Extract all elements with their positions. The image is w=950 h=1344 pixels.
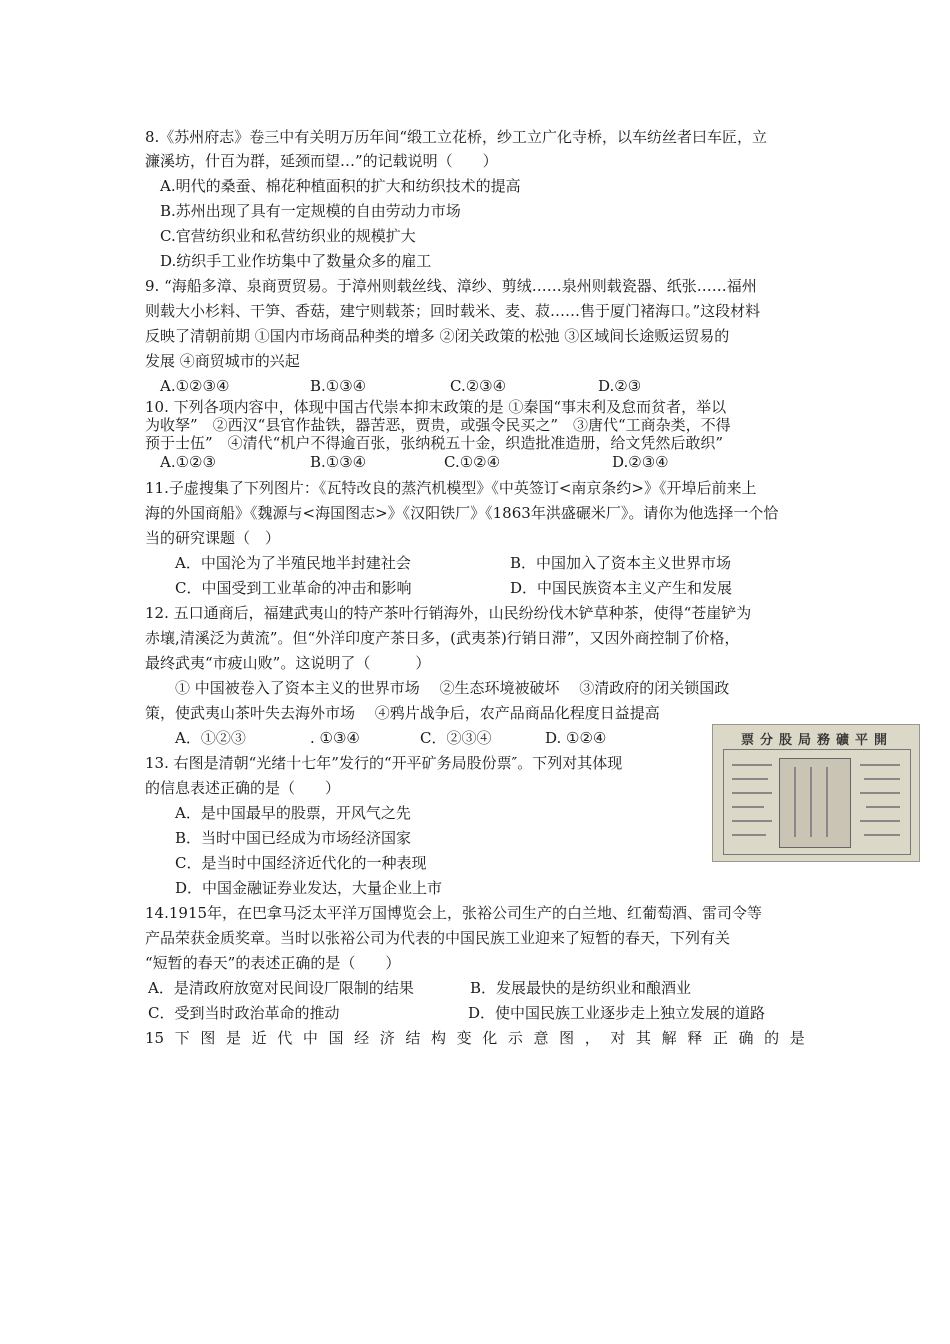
stock-text-line: [864, 778, 900, 780]
q13-option-a: A．是中国最早的股票，开风气之先: [175, 804, 411, 822]
q14-stem-line-2: 产品荣获金质奖章。当时以张裕公司为代表的中国民族工业迎来了短暂的春天，下列有关: [145, 929, 731, 947]
q15-char: 是: [789, 1029, 805, 1047]
stock-text-line: [732, 792, 772, 794]
q9-stem-line-3: 反映了清朝前期 ①国内市场商品种类的增多 ②闭关政策的松弛 ③区域间长途贩运贸易的: [145, 327, 730, 345]
q15-char: 的: [764, 1029, 780, 1047]
q12-option-b: . ①③④: [310, 729, 360, 747]
stock-text-line: [732, 834, 766, 836]
q15-char: 示: [507, 1029, 523, 1047]
q15-char: 结: [405, 1029, 421, 1047]
q15-char: 代: [277, 1029, 293, 1047]
q14-stem-line-3: “短暂的春天”的表述正确的是（ ）: [145, 954, 401, 972]
q11-option-b: B．中国加入了资本主义世界市场: [510, 554, 732, 572]
q9-stem-line-2: 则载大小杉料、干笋、香菇，建宁则载茶；回时载米、麦、菽……售于厦门褚海口。”这段材料: [145, 302, 761, 320]
q9-option-a: A.①②③④: [160, 377, 230, 395]
q15-char: 其: [635, 1029, 651, 1047]
q12-stem-line-5: 策，使武夷山茶叶失去海外市场 ④鸦片战争后，农产品商品化程度日益提高: [145, 704, 660, 722]
stock-text-line: [860, 820, 900, 822]
q10-stem-line-3: 预于士伍” ④清代“机户不得逾百张，张纳税五十金，织造批准造册，给文凭然后敢织”: [145, 434, 724, 452]
q10-stem-line-1: 10. 下列各项内容中，体现中国古代崇本抑末政策的是 ①秦国“事末利及怠而贫者，举以: [145, 398, 727, 416]
q14-option-b: B．发展最快的是纺织业和酿酒业: [470, 979, 692, 997]
q10-option-b: B.①③④: [310, 453, 367, 471]
q15-char: 图: [559, 1029, 575, 1047]
q12-stem-line-2: 赤壤,清溪泛为黄流”。但“外洋印度产茶日多，(武夷茶)行销日滞”，又因外商控制了价格，: [145, 629, 740, 647]
q11-stem-line-1: 11.子虚搜集了下列图片：《瓦特改良的蒸汽机模型》《中英签订<南京条约>》《开埠后前来上: [145, 479, 757, 497]
q13-stem-line-2: 的信息表述正确的是（ ）: [145, 779, 341, 797]
q12-stem-line-1: 12. 五口通商后，福建武夷山的特产茶叶行销海外，山民纷纷伐木铲草种茶，使得“苍崖铲为: [145, 604, 752, 622]
q12-option-c: C．②③④: [420, 729, 492, 747]
q15-char: 经: [354, 1029, 370, 1047]
q8-option-d: D.纺织手工业作坊集中了数量众多的雇工: [160, 252, 432, 270]
stock-certificate-border: [723, 749, 911, 855]
q15-char: 15: [145, 1029, 165, 1047]
q15-char: 意: [533, 1029, 549, 1047]
stock-text-line: [732, 764, 772, 766]
q11-option-a: A．中国沦为了半殖民地半封建社会: [175, 554, 411, 572]
q8-option-a: A.明代的桑蚕、棉花种植面积的扩大和纺织技术的提高: [160, 177, 521, 195]
q15-char: 化: [482, 1029, 498, 1047]
q12-stem-line-4: ① 中国被卷入了资本主义的世界市场 ②生态环境被破坏 ③清政府的闭关锁国政: [175, 679, 730, 697]
q15-char: 国: [328, 1029, 344, 1047]
q10-option-a: A.①②③: [160, 453, 216, 471]
q15-char: 对: [610, 1029, 626, 1047]
q14-stem-line-1: 14.1915年，在巴拿马泛太平洋万国博览会上，张裕公司生产的白兰地、红葡萄酒、雷司令等: [145, 904, 763, 922]
stock-text-line: [732, 806, 764, 808]
q13-option-c: C．是当时中国经济近代化的一种表现: [175, 854, 427, 872]
q11-stem-line-2: 海的外国商船》《魏源与<海国图志>》《汉阳铁厂》《1863年洪盛碾米厂》。请你为他选择一个恰: [145, 504, 779, 522]
q11-option-d: D．中国民族资本主义产生和发展: [510, 579, 733, 597]
q15-char: 解: [661, 1029, 677, 1047]
q15-char: 构: [430, 1029, 446, 1047]
q9-stem-line-4: 发展 ④商贸城市的兴起: [145, 352, 300, 370]
stock-certificate-image: [712, 724, 920, 862]
q9-option-d: D.②③: [598, 377, 642, 395]
q14-option-d: D．使中国民族工业逐步走上独立发展的道路: [468, 1004, 766, 1022]
q15-char: 中: [302, 1029, 318, 1047]
q15-char: 济: [379, 1029, 395, 1047]
q15-char: 释: [687, 1029, 703, 1047]
stock-text-line: [860, 764, 900, 766]
q10-stem-line-2: 为收孥” ②西汉“县官作盐铁，器苦恶，贾贵，或强令民买之” ③唐代“工商杂类，不得: [145, 416, 731, 434]
q15-char: 近: [251, 1029, 267, 1047]
stock-text-column: [810, 767, 812, 837]
q15-char: ，: [584, 1029, 600, 1047]
stock-text-line: [866, 806, 900, 808]
q14-option-a: A．是清政府放宽对民间设厂限制的结果: [148, 979, 414, 997]
q15-stem-line: [145, 1027, 805, 1049]
q15-char: 变: [456, 1029, 472, 1047]
q15-char: 图: [200, 1029, 216, 1047]
q12-option-a: A．①②③: [175, 729, 246, 747]
stock-certificate-title: 票分股局務礦平開: [740, 733, 893, 748]
q9-stem-line-1: 9. “海船多漳、泉商贾贸易。于漳州则载丝线、漳纱、剪绒……泉州则载瓷器、纸张……福州: [145, 277, 757, 295]
q13-option-b: B．当时中国已经成为市场经济国家: [175, 829, 412, 847]
q12-option-d: D. ①②④: [545, 729, 607, 747]
q15-char: 正: [712, 1029, 728, 1047]
stock-text-column: [794, 767, 796, 837]
stock-text-line: [732, 820, 772, 822]
q15-char: 确: [738, 1029, 754, 1047]
q15-char: 下: [174, 1029, 190, 1047]
stock-seal-block: [779, 758, 851, 848]
q9-option-c: C.②③④: [450, 377, 507, 395]
q8-option-c: C.官营纺织业和私营纺织业的规模扩大: [160, 227, 416, 245]
q14-option-c: C．受到当时政治革命的推动: [148, 1004, 340, 1022]
stock-text-line: [860, 792, 900, 794]
q13-stem-line-1: 13. 右图是清朝“光绪十七年”发行的“开平矿务局股份票″。下列对其体现: [145, 754, 623, 772]
q15-char: 是: [225, 1029, 241, 1047]
q8-stem-line-2: 濂溪坊，什百为群，延颈而望…”的记载说明（ ）: [145, 152, 498, 170]
q8-stem-line-1: 8.《苏州府志》卷三中有关明万历年间“缎工立花桥，纱工立广化寺桥，以车纺丝者曰车匠，立: [145, 128, 767, 146]
q11-stem-line-3: 当的研究课题（ ）: [145, 529, 281, 547]
q8-option-b: B.苏州出现了具有一定规模的自由劳动力市场: [160, 202, 461, 220]
q13-option-d: D．中国金融证券业发达，大量企业上市: [175, 879, 443, 897]
q10-option-c: C.①②④: [444, 453, 501, 471]
q9-option-b: B.①③④: [310, 377, 367, 395]
stock-text-line: [864, 834, 900, 836]
stock-text-column: [826, 767, 828, 837]
q11-option-c: C．中国受到工业革命的冲击和影响: [175, 579, 412, 597]
q12-stem-line-3: 最终武夷“市疲山败”。这说明了（ ）: [145, 654, 431, 672]
stock-text-line: [732, 778, 768, 780]
q10-option-d: D.②③④: [612, 453, 669, 471]
